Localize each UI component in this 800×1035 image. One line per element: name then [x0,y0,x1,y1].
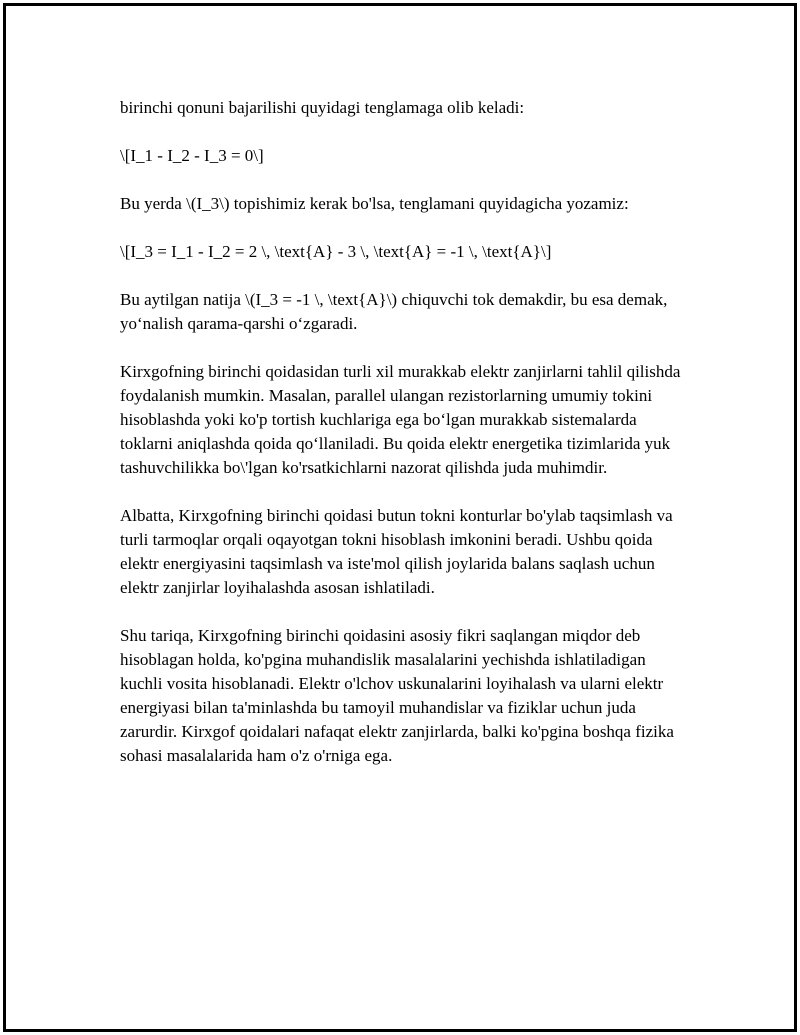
equation-kirchhoff: \[I_1 - I_2 - I_3 = 0\] [120,146,264,165]
paragraph-intro: birinchi qonuni bajarilishi quyidagi tenglamaga olib keladi: [120,98,525,117]
paragraph-solve-i3: Bu yerda \(I_3\) topishimiz kerak bo'lsa, tenglamani quyidagicha yozamiz: [120,194,629,213]
document-body [120,96,690,792]
paragraph-result: Bu aytilgan natija \(I_3 = -1 \, \text{A}\) chiquvchi tok demakdir, bu esa demak, yo‘nalish qarama-qarshi o‘zgaradi. [120,290,668,333]
paragraph-applications: Kirxgofning birinchi qoidasidan turli xil murakkab elektr zanjirlarni tahlil qilishda foydalanish mumkin. Masalan, parallel ulangan rezistorlarning umumiy tokini hisoblashda yoki ko'p tortish kuchlariga ega bo‘lgan murakkab sistemalarda toklarni aniqlashda qoida qo‘llaniladi. Bu qoida elektr energetika tizimlarida yuk tashuvchilikka bo\'lgan ko'rsatkichlarni nazorat qilishda juda muhimdir. [120,362,681,477]
page-frame [3,3,797,1032]
equation-i3: \[I_3 = I_1 - I_2 = 2 \, \text{A} - 3 \, \text{A} = -1 \, \text{A}\] [120,242,552,261]
paragraph-distribution: Albatta, Kirxgofning birinchi qoidasi butun tokni konturlar bo'ylab taqsimlash va turli tarmoqlar orqali oqayotgan tokni hisoblash imkonini beradi. Ushbu qoida elektr energiyasini taqsimlash va iste'mol qilish joylarida balans saqlash uchun elektr zanjirlar loyihalashda asosan ishlatiladi. [120,506,673,597]
paragraph-conclusion: Shu tariqa, Kirxgofning birinchi qoidasini asosiy fikri saqlangan miqdor deb hisoblagan holda, ko'pgina muhandislik masalalarini yechishda ishlatiladigan kuchli vosita hisoblanadi. Elektr o'lchov uskunalarini loyihalash va ularni elektr energiyasi bilan ta'minlashda bu tamoyil muhandislar va fiziklar uchun juda zarurdir. Kirxgof qoidalari nafaqat elektr zanjirlarda, balki ko'pgina boshqa fizika sohasi masalalarida ham o'z o'rniga ega. [120,626,674,765]
